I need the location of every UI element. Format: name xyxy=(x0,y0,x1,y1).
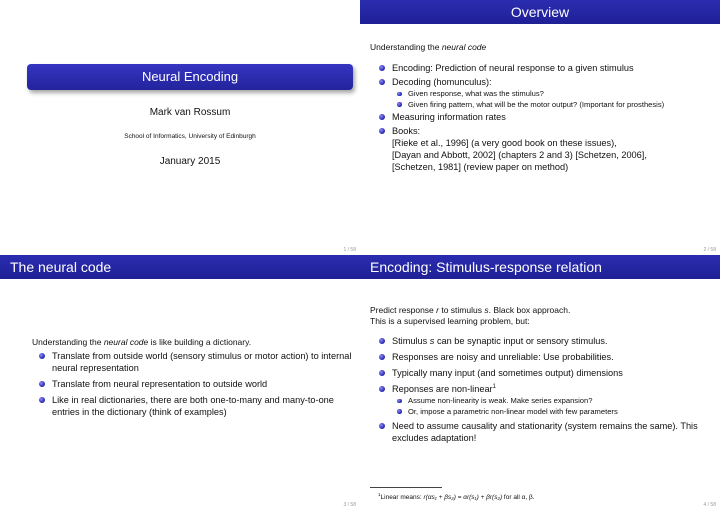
encoding-list xyxy=(370,335,712,448)
list-item xyxy=(370,420,712,444)
bullet-icon xyxy=(39,397,45,403)
slide-header xyxy=(0,255,360,279)
sub-item-text: Or, impose a parametric non-linear model with few parameters xyxy=(408,406,618,416)
bullet-icon xyxy=(379,128,385,134)
item-var: s xyxy=(429,336,435,346)
intro-text xyxy=(370,305,570,327)
sub-bullet-icon xyxy=(397,92,402,97)
book-reference: [Dayan and Abbott, 2002] (chapters 2 and 3) [Schetzen, 2006], xyxy=(392,150,647,160)
author: Mark van Rossum xyxy=(149,107,231,118)
item-text: Need to assume causality and stationarity (system remains the same). This excludes adaptation! xyxy=(392,421,698,443)
institution: School of Informatics, University of Edinburgh xyxy=(124,133,256,140)
item-text: Measuring information rates xyxy=(392,112,506,122)
slide-header xyxy=(360,0,720,24)
item-text: Reponses are non-linear xyxy=(392,384,493,394)
list-item xyxy=(370,62,710,74)
intro-emphasis: neural code xyxy=(103,337,149,347)
intro-suffix: is like building a dictionary. xyxy=(148,337,252,347)
item-text: Translate from neural representation to outside world xyxy=(52,379,268,389)
list-item xyxy=(370,383,712,416)
intro-text xyxy=(32,337,251,348)
sub-list-item xyxy=(392,407,712,417)
sub-bullet-icon xyxy=(397,102,402,107)
sub-item-text: Assume non-linearity is weak. Make series expansion? xyxy=(408,396,593,405)
item-text: Like in real dictionaries, there are both one-to-many and many-to-one entries in the dictionary (think of examples) xyxy=(52,395,334,417)
intro-prefix: Understanding the xyxy=(32,337,104,347)
neural-code-list xyxy=(30,350,352,422)
slide-title xyxy=(0,0,360,255)
page-number: 3 / 58 xyxy=(343,502,356,508)
footnote xyxy=(378,490,535,502)
list-item xyxy=(370,111,710,123)
item-text: Translate from outside world (sensory stimulus or motor action) to internal neural representation xyxy=(52,351,352,373)
item-text: can be synaptic input or sensory stimulus. xyxy=(434,336,608,346)
book-reference: [Schetzen, 1981] (review paper on method) xyxy=(392,162,569,172)
list-item xyxy=(30,378,352,390)
list-item xyxy=(30,350,352,374)
item-text: Encoding: Prediction of neural response to a given stimulus xyxy=(392,63,634,73)
page-number: 4 / 58 xyxy=(703,502,716,508)
list-item xyxy=(370,367,712,379)
list-item xyxy=(30,394,352,418)
intro-var: r xyxy=(436,305,439,315)
sub-list-item xyxy=(392,100,710,110)
list-item xyxy=(370,335,712,347)
page-number: 2 / 58 xyxy=(703,247,716,253)
intro-line: This is a supervised learning problem, but: xyxy=(370,316,530,326)
list-item xyxy=(370,351,712,363)
book-reference: [Rieke et al., 1996] (a very good book on these issues), xyxy=(392,138,617,148)
sub-list-item xyxy=(392,89,710,99)
date: January 2015 xyxy=(159,156,221,167)
sub-list-item xyxy=(392,396,712,406)
slide-header xyxy=(360,255,720,279)
intro-text xyxy=(370,42,486,53)
slide-title-text: Encoding: Stimulus-response relation xyxy=(370,259,602,275)
intro-var: s xyxy=(484,305,489,315)
slide-overview xyxy=(360,0,720,255)
bullet-icon xyxy=(39,353,45,359)
item-text: Books: xyxy=(392,126,421,136)
footnote-formula: r(αs₁ + βs₂) = αr(s₁) + βr(s₂) xyxy=(423,494,503,502)
intro-prefix: Understanding the xyxy=(370,42,442,52)
bullet-icon xyxy=(39,381,45,387)
list-item xyxy=(370,125,710,173)
footnote-text: Linear means: xyxy=(380,494,424,502)
intro-part: to stimulus xyxy=(439,305,485,315)
bullet-icon xyxy=(379,354,385,360)
item-text: Typically many input (and sometimes output) dimensions xyxy=(392,368,623,378)
intro-part: Predict response xyxy=(370,305,437,315)
footnote-text: for all α, β. xyxy=(502,494,535,502)
bullet-icon xyxy=(379,423,385,429)
intro-part: . Black box approach. xyxy=(488,305,571,315)
bullet-icon xyxy=(379,114,385,120)
overview-list xyxy=(370,62,710,177)
slide-encoding xyxy=(360,255,720,510)
sub-bullet-icon xyxy=(397,399,402,404)
bullet-icon xyxy=(379,338,385,344)
item-text: Responses are noisy and unreliable: Use probabilities. xyxy=(392,352,614,362)
item-text: Stimulus xyxy=(392,336,430,346)
list-item xyxy=(370,76,710,109)
footnote-mark: 1 xyxy=(378,492,381,497)
sub-item-text: Given firing pattern, what will be the motor output? (Important for prosthesis) xyxy=(408,99,665,109)
intro-emphasis: neural code xyxy=(441,42,487,52)
slide-title-text: The neural code xyxy=(10,259,112,275)
slide-neural-code xyxy=(0,255,360,510)
bullet-icon xyxy=(379,370,385,376)
bullet-icon xyxy=(379,386,385,392)
page-number: 1 / 58 xyxy=(343,247,356,253)
item-text: Decoding (homunculus): xyxy=(392,77,492,87)
footnote-ref: 1 xyxy=(492,383,496,390)
slide-title-text: Overview xyxy=(510,4,570,20)
bullet-icon xyxy=(379,65,385,71)
footnote-rule xyxy=(370,487,442,488)
presentation-title: Neural Encoding xyxy=(27,64,353,90)
sub-item-text: Given response, what was the stimulus? xyxy=(408,89,544,98)
bullet-icon xyxy=(379,79,385,85)
sub-bullet-icon xyxy=(397,409,402,414)
